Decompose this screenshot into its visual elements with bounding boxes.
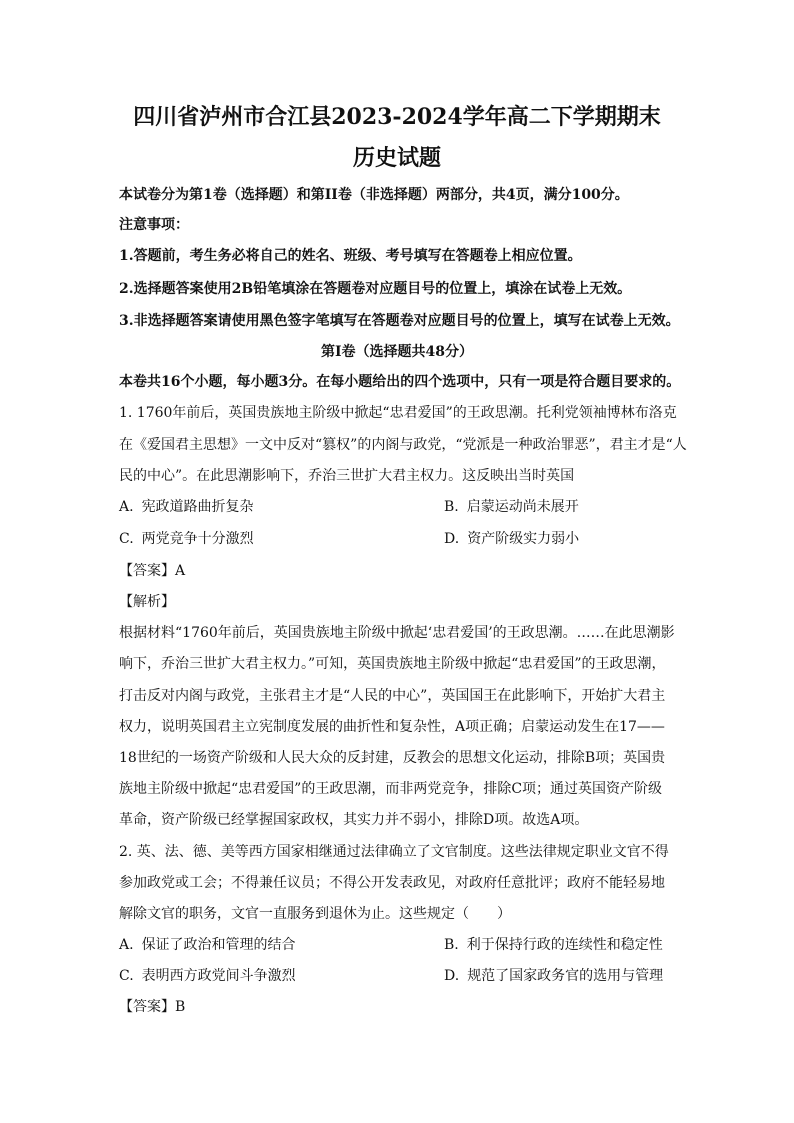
q1-option-c bbox=[119, 530, 254, 548]
option-text: 利于保持行政的连续性和稳定性 bbox=[466, 937, 663, 953]
option-letter: A. bbox=[119, 499, 134, 515]
q1-stem-line: 1. 1760年前后，英国贵族地主阶级中掀起“忠君爱国”的王政思潮。托利党领袖博林布洛克 bbox=[119, 405, 677, 421]
q1-analysis-line: 族地主阶级中掀起“忠君爱国”的王政思潮，而非两党竞争，排除C项；通过英国资产阶级 bbox=[119, 781, 663, 797]
notes-label: 注意事项： bbox=[119, 217, 189, 233]
option-text: 保证了政治和管理的结合 bbox=[141, 937, 296, 953]
q2-stem-line: 2. 英、法、德、美等西方国家相继通过法律确立了文官制度。这些法律规定职业文官不得 bbox=[119, 844, 669, 860]
option-text: 规范了国家政务官的选用与管理 bbox=[467, 968, 664, 984]
section-instruction: 本卷共16个小题，每小题3分。在每小题给出的四个选项中，只有一项是符合题目要求的。 bbox=[119, 374, 681, 390]
option-letter: C. bbox=[119, 968, 134, 984]
option-text: 启蒙运动尚未展开 bbox=[466, 499, 579, 515]
option-letter: B. bbox=[444, 499, 459, 515]
q1-analysis-label: 【解析】 bbox=[119, 594, 175, 610]
q1-analysis-line: 根据材料“1760年前后，英国贵族地主阶级中掀起‘忠君爱国’的王政思潮。……在此思潮影 bbox=[119, 625, 675, 641]
note-2: 2.选择题答案使用2B铅笔填涂在答题卷对应题目号的位置上，填涂在试卷上无效。 bbox=[119, 281, 632, 297]
q1-option-d bbox=[444, 530, 579, 548]
q2-option-a bbox=[119, 936, 296, 954]
exam-subject: 历史试题 bbox=[352, 145, 441, 171]
option-letter: B. bbox=[444, 937, 459, 953]
q2-stem-line: 解除文官的职务，文官一直服务到退休为止。这些规定（ ） bbox=[119, 906, 511, 922]
q1-stem-line: 在《爱国君主思想》一文中反对“篡权”的内阁与政党，“党派是一种政治罪恶”，君主才是“人 bbox=[119, 437, 687, 453]
q1-option-a bbox=[119, 498, 254, 516]
option-text: 宪政道路曲折复杂 bbox=[141, 499, 254, 515]
q1-analysis-line: 打击反对内阁与政党，主张君主才是“人民的中心”，英国国王在此影响下，开始扩大君主 bbox=[119, 688, 666, 704]
exam-intro: 本试卷分为第1卷（选择题）和第II卷（非选择题）两部分，共4页，满分100分。 bbox=[119, 187, 629, 203]
option-text: 表明西方政党间斗争激烈 bbox=[141, 968, 296, 984]
option-text: 资产阶级实力弱小 bbox=[467, 531, 580, 547]
q1-answer: 【答案】A bbox=[119, 563, 186, 579]
q1-analysis-line: 权力，说明英国君主立宪制度发展的曲折性和复杂性，A项正确；启蒙运动发生在17—— bbox=[119, 719, 665, 735]
q1-analysis-line: 革命，资产阶级已经掌握国家政权，其实力并不弱小，排除D项。故选A项。 bbox=[119, 812, 589, 828]
option-letter: C. bbox=[119, 531, 134, 547]
note-1: 1.答题前，考生务必将自己的姓名、班级、考号填写在答题卷上相应位置。 bbox=[119, 248, 582, 264]
exam-title: 四川省泸州市合江县2023-2024学年高二下学期期末 bbox=[133, 104, 661, 130]
option-letter: A. bbox=[119, 937, 134, 953]
option-letter: D. bbox=[444, 968, 460, 984]
section-heading: 第I卷（选择题共48分） bbox=[320, 344, 474, 360]
note-3: 3.非选择题答案请使用黑色签字笔填写在答题卷对应题目号的位置上，填写在试卷上无效。 bbox=[119, 313, 680, 329]
q1-analysis-line: 响下，乔治三世扩大君主权力。”可知，英国贵族地主阶级中掀起“忠君爱国”的王政思潮， bbox=[119, 656, 666, 672]
q2-stem-line: 参加政党或工会；不得兼任议员；不得公开发表政见，对政府任意批评；政府不能轻易地 bbox=[119, 875, 665, 891]
option-text: 两党竞争十分激烈 bbox=[141, 531, 254, 547]
q1-analysis-line: 18世纪的一场资产阶级和人民大众的反封建，反教会的思想文化运动，排除B项；英国贵 bbox=[119, 750, 666, 766]
q2-option-d bbox=[444, 967, 663, 985]
q2-option-c bbox=[119, 967, 296, 985]
option-letter: D. bbox=[444, 531, 460, 547]
q2-answer: 【答案】B bbox=[119, 999, 186, 1015]
q1-stem-line: 民的中心”。在此思潮影响下，乔治三世扩大君主权力。这反映出当时英国 bbox=[119, 468, 575, 484]
q1-option-b bbox=[444, 498, 579, 516]
q2-option-b bbox=[444, 936, 663, 954]
